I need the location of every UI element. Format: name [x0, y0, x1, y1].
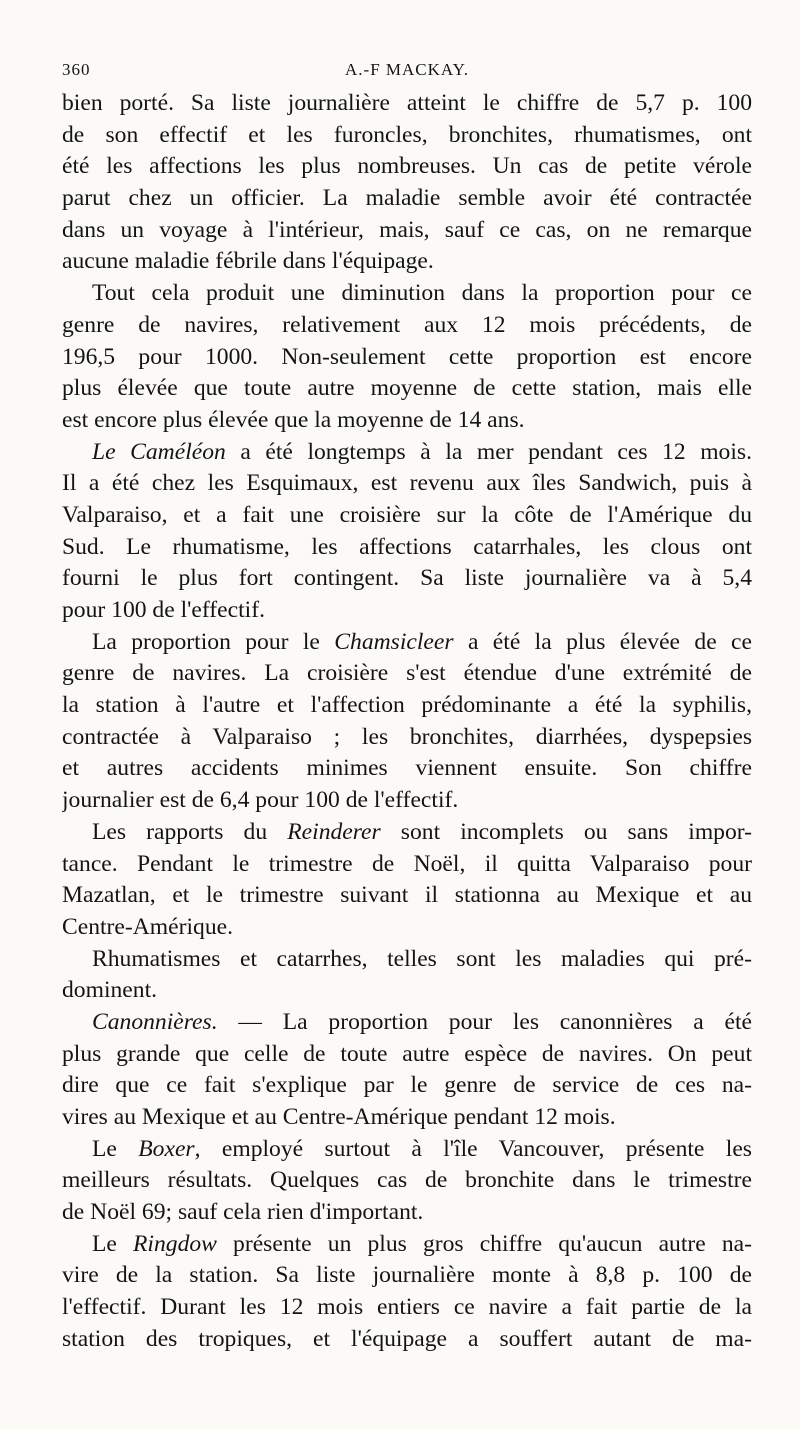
body-text	[62, 88, 752, 1378]
text-line	[62, 373, 752, 405]
italic-ship-name: Reinderer	[287, 818, 381, 845]
text-run: journalier est de 6,4 pour 100 de l'effectif.	[62, 787, 459, 814]
text-line	[62, 1070, 752, 1102]
text-line	[62, 1007, 752, 1039]
text-run: sont incomplets ou sans impor-	[380, 818, 752, 845]
text-run: contractée à Valparaiso ; les bronchites, diarrhées, dyspepsies	[62, 723, 752, 750]
text-run: parut chez un officier. La maladie semble avoir été contractée	[62, 185, 752, 212]
text-run: de Noël 69; sauf cela rien d'important.	[62, 1199, 424, 1226]
text-line	[62, 342, 752, 374]
text-run: tance. Pendant le trimestre de Noël, il quitta Valparaiso pour	[62, 850, 752, 877]
text-line	[62, 215, 752, 247]
text-line	[62, 658, 752, 690]
text-line	[62, 1197, 752, 1229]
text-line	[62, 1229, 752, 1261]
text-line	[62, 405, 752, 437]
page-number: 360	[62, 60, 91, 79]
text-line	[62, 310, 752, 342]
text-run: meilleurs résultats. Quelques cas de bronchite dans le trimestre	[62, 1167, 752, 1194]
text-run: Valparaiso, et a fait une croisière sur la côte de l'Amérique du	[62, 501, 752, 528]
text-line	[62, 1039, 752, 1071]
text-run: a été la plus élevée de ce	[453, 628, 752, 655]
text-run: genre de navires. La croisière s'est étendue d'une extrémité de	[62, 660, 752, 687]
text-run: de son effectif et les furoncles, bronchites, rhumatismes, ont	[62, 121, 752, 148]
text-line	[62, 1292, 752, 1324]
text-run: aucune maladie fébrile dans l'équipage.	[62, 248, 434, 275]
text-run: été les affections les plus nombreuses. Un cas de petite vérole	[62, 153, 752, 180]
text-line	[62, 880, 752, 912]
running-head-author: A.-F MACKAY.	[345, 60, 469, 79]
running-head	[62, 60, 752, 84]
text-run: , employé surtout à l'île Vancouver, présente les	[194, 1135, 752, 1162]
text-run: Les rapports du	[92, 818, 288, 845]
text-run: La proportion pour le	[92, 628, 335, 655]
text-run: l'effectif. Durant les 12 mois entiers ce navire a fait partie de la	[62, 1294, 752, 1321]
italic-ship-name: Ringdow	[133, 1230, 217, 1257]
text-run: Il a été chez les Esquimaux, est revenu aux îles Sandwich, puis à	[62, 470, 752, 497]
text-line	[62, 722, 752, 754]
text-run: 196,5 pour 1000. Non-seulement cette proportion est encore	[62, 343, 752, 370]
text-run: fourni le plus fort contingent. Sa liste journalière va à 5,4	[62, 565, 752, 592]
text-run: a été longtemps à la mer pendant ces 12 mois.	[225, 438, 752, 465]
text-line	[62, 1260, 752, 1292]
text-line	[62, 437, 752, 469]
italic-ship-name: Boxer	[138, 1135, 195, 1162]
italic-ship-name: Chamsicleer	[334, 628, 454, 655]
text-run: vires au Mexique et au Centre-Amérique pendant 12 mois.	[62, 1104, 616, 1130]
italic-ship-name: Le Caméléon	[92, 438, 226, 465]
text-run: dans un voyage à l'intérieur, mais, sauf ce cas, on ne remarque	[62, 216, 752, 243]
text-line	[62, 183, 752, 215]
text-line	[62, 690, 752, 722]
text-run: Rhumatismes et catarrhes, telles sont les maladies qui pré-	[92, 945, 752, 972]
text-run: Le	[92, 1135, 139, 1162]
text-run: dire que ce fait s'explique par le genre de service de ces na-	[62, 1072, 752, 1099]
text-line	[62, 468, 752, 500]
text-run: pour 100 de l'effectif.	[62, 597, 265, 623]
text-line	[62, 627, 752, 659]
text-run: Tout cela produit une diminution dans la proportion pour ce	[92, 280, 752, 307]
text-run: et autres accidents minimes viennent ensuite. Son chiffre	[62, 755, 752, 782]
text-run: genre de navires, relativement aux 12 mois précédents, de	[62, 311, 752, 338]
text-run: — La proportion pour les canonnières a été	[217, 1008, 752, 1035]
text-run: plus élevée que toute autre moyenne de cette station, mais elle	[62, 375, 752, 402]
text-line	[62, 278, 752, 310]
text-run: vire de la station. Sa liste journalière monte à 8,8 p. 100 de	[62, 1262, 752, 1289]
text-line	[62, 785, 752, 817]
italic-ship-name: Canonnières.	[92, 1008, 218, 1035]
text-line	[62, 595, 752, 627]
text-run: station des tropiques, et l'équipage a souffert autant de ma-	[62, 1325, 752, 1352]
text-line	[62, 944, 752, 976]
text-run: dominent.	[62, 977, 158, 1004]
text-line	[62, 246, 752, 278]
text-run: bien porté. Sa liste journalière atteint le chiffre de 5,7 p. 100	[62, 90, 752, 116]
text-line	[62, 88, 752, 120]
text-line	[62, 1324, 752, 1356]
text-line	[62, 1102, 752, 1134]
text-run: Mazatlan, et le trimestre suivant il stationna au Mexique et au	[62, 882, 752, 909]
text-line	[62, 532, 752, 564]
text-run: Le	[92, 1230, 134, 1257]
text-line	[62, 1165, 752, 1197]
text-line	[62, 912, 752, 944]
text-line	[62, 120, 752, 152]
text-run: Sud. Le rhumatisme, les affections catarrhales, les clous ont	[62, 533, 752, 560]
text-run: est encore plus élevée que la moyenne de 14 ans.	[62, 406, 525, 433]
text-run: plus grande que celle de toute autre espèce de navires. On peut	[62, 1040, 752, 1067]
text-line	[62, 1134, 752, 1166]
text-run: Centre-Amérique.	[62, 913, 233, 940]
text-run: la station à l'autre et l'affection prédominante a été la syphilis,	[62, 692, 752, 719]
text-line	[62, 849, 752, 881]
text-line	[62, 563, 752, 595]
text-line	[62, 975, 752, 1007]
text-line	[62, 151, 752, 183]
text-line	[62, 817, 752, 849]
text-run: présente un plus gros chiffre qu'aucun autre na-	[216, 1230, 752, 1257]
text-line	[62, 753, 752, 785]
text-line	[62, 500, 752, 532]
